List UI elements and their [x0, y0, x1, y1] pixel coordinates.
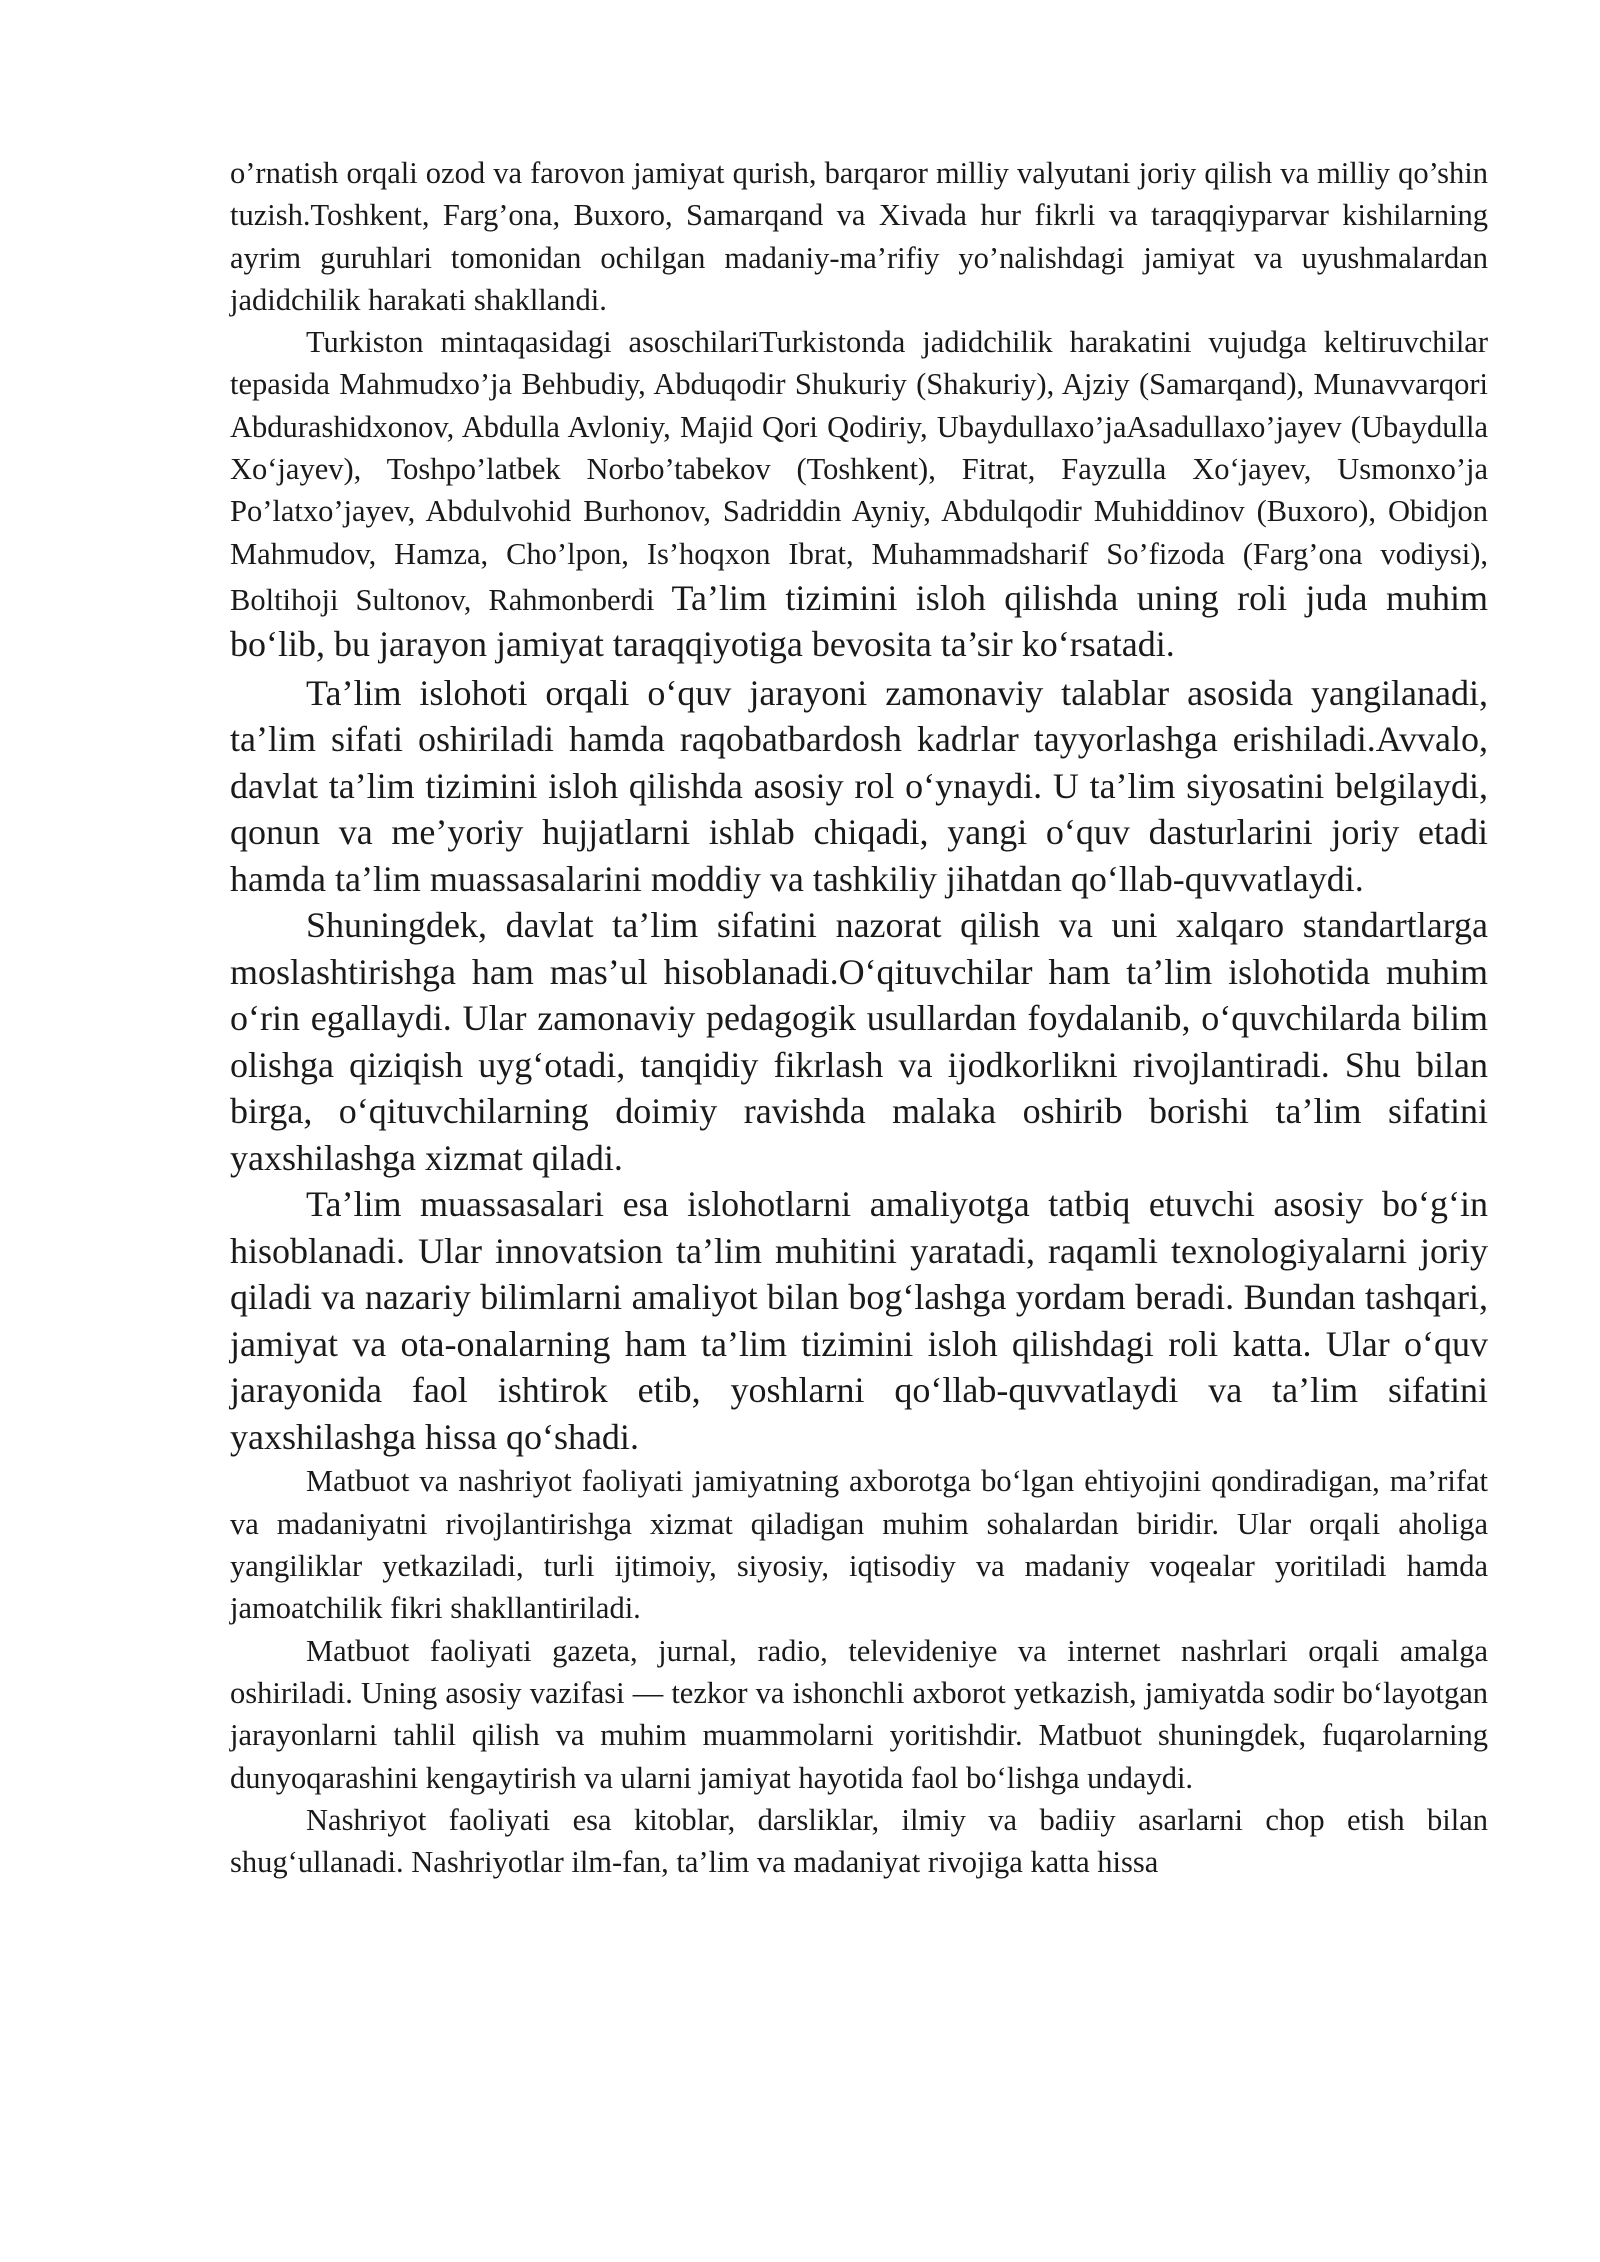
paragraph-2-large-text: Ta’lim tizimini isloh qilishda uning roli juda muhim bo‘lib, bu jarayon jamiyat taraqqiyotiga bevosita ta’sir ko‘rsatadi.: [230, 577, 1488, 665]
paragraph-2: [230, 321, 1488, 668]
document-page: [230, 152, 1488, 1883]
paragraph-1: o’rnatish orqali ozod va farovon jamiyat qurish, barqaror milliy valyutani joriy qilish va milliy qo’shin tuzish.Toshkent, Farg’ona, Buxoro, Samarqand va Xivada hur fikrli va taraqqiyparvar kishilarning ayrim guruhlari tomonidan ochilgan madaniy-ma’rifiy yo’nalishdagi jamiyat va uyushmalardan jadidchilik harakati shakllandi.: [230, 156, 1488, 317]
paragraph-5: Ta’lim muassasalari esa islohotlarni amaliyotga tatbiq etuvchi asosiy bo‘g‘in hisoblanadi. Ular innovatsion ta’lim muhitini yaratadi, raqamli texnologiyalarni joriy qiladi va nazariy bilimlarni amaliyot bilan bog‘lashga yordam beradi. Bundan tashqari, jamiyat va ota-onalarning ham ta’lim tizimini isloh qilishdagi roli katta. Ular o‘quv jarayonida faol ishtirok etib, yoshlarni qo‘llab-quvvatlaydi va ta’lim sifatini yaxshilashga hissa qo‘shadi.: [230, 1184, 1488, 1457]
paragraph-7: Matbuot faoliyati gazeta, jurnal, radio, televideniye va internet nashrlari orqali amalga oshiriladi. Uning asosiy vazifasi — tezkor va ishonchli axborot yetkazish, jamiyatda sodir bo‘layotgan jarayonlarni tahlil qilish va muhim muammolarni yoritishdir. Matbuot shuningdek, fuqarolarning dunyoqarashini kengaytirish va ularni jamiyat hayotida faol bo‘lishga undaydi.: [230, 1633, 1488, 1795]
paragraph-8: Nashriyot faoliyati esa kitoblar, darsliklar, ilmiy va badiiy asarlarni chop etish bilan shug‘ullanadi. Nashriyotlar ilm-fan, ta’lim va madaniyat rivojiga katta hissa: [230, 1802, 1488, 1880]
paragraph-6: Matbuot va nashriyot faoliyati jamiyatning axborotga bo‘lgan ehtiyojini qondiradigan, ma’rifat va madaniyatni rivojlantirishga xizmat qiladigan muhim sohalardan biridir. Ular orqali aholiga yangiliklar yetkaziladi, turli ijtimoiy, siyosiy, iqtisodiy va madaniy voqealar yoritiladi hamda jamoatchilik fikri shakllantiriladi.: [230, 1464, 1488, 1626]
paragraph-4: Shuningdek, davlat ta’lim sifatini nazorat qilish va uni xalqaro standartlarga moslashtirishga ham mas’ul hisoblanadi.O‘qituvchilar ham ta’lim islohotida muhim o‘rin egallaydi. Ular zamonaviy pedagogik usullardan foydalanib, o‘quvchilarda bilim olishga qiziqish uyg‘otadi, tanqidiy fikrlash va ijodkorlikni rivojlantiradi. Shu bilan birga, o‘qituvchilarning doimiy ravishda malaka oshirib borishi ta’lim sifatini yaxshilashga xizmat qiladi.: [230, 905, 1488, 1178]
paragraph-2-text: Turkiston mintaqasidagi asoschilariTurkistonda jadidchilik harakatini vujudga keltiruvchilar tepasida Mahmudxo’ja Behbudiy, Abduqodir Shukuriy (Shakuriy), Ajziy (Samarqand), Munavvarqori Abdurashidxonov, Abdulla Avloniy, Majid Qori Qodiriy, Ubaydullaxo’jaAsadullaxo’jayev (Ubaydulla Xo‘jayev), Toshpo’latbek Norbo’tabekov (Toshkent), Fitrat, Fayzulla Xo‘jayev, Usmonxo’ja Po’latxo’jayev, Abdulvohid Burhonov, Sadriddin Ayniy, Abdulqodir Muhiddinov (Buxoro), Obidjon Mahmudov, Hamza, Cho’lpon, Is’hoqxon Ibrat, Muhammadsharif So’fizoda (Farg’ona vodiysi), Boltihoji Sultonov, Rahmonberdi: [230, 325, 1488, 617]
paragraph-3: Ta’lim islohoti orqali o‘quv jarayoni zamonaviy talablar asosida yangilanadi, ta’lim sifati oshiriladi hamda raqobatbardosh kadrlar tayyorlashga erishiladi.Avvalo, davlat ta’lim tizimini isloh qilishda asosiy rol o‘ynaydi. U ta’lim siyosatini belgilaydi, qonun va me’yoriy hujjatlarni ishlab chiqadi, yangi o‘quv dasturlarini joriy etadi hamda ta’lim muassasalarini moddiy va tashkiliy jihatdan qo‘llab-quvvatlaydi.: [230, 672, 1488, 899]
